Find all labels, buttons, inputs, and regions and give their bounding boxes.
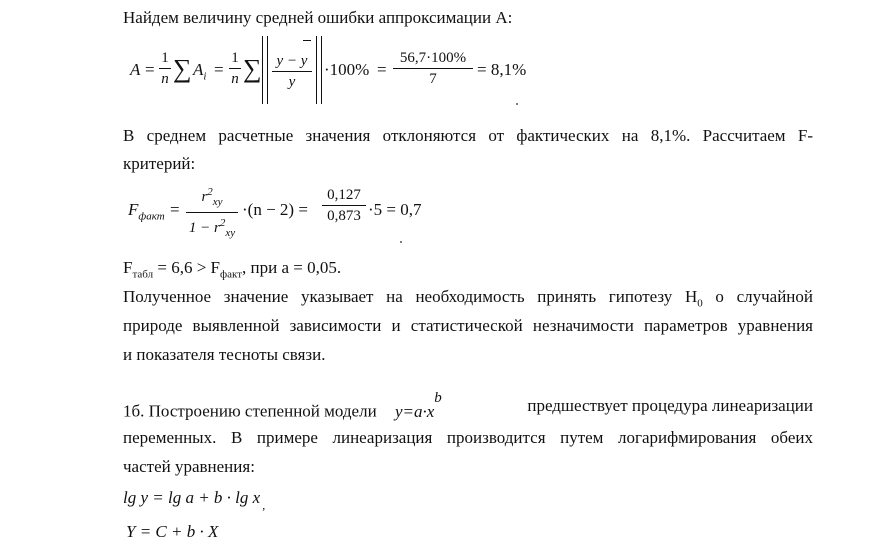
abs-bar-right-2 bbox=[321, 36, 322, 104]
intro-text: Найдем величину средней ошибки аппроксимации A: bbox=[123, 8, 513, 27]
para3-line1: 1б. Построению степенной модели $y=a\cdot x^b$ предшествует процедура линеаризации bbox=[123, 390, 813, 421]
formula-a-frac1: 1 n bbox=[159, 49, 171, 88]
para1-line1: В среднем расчетные значения отклоняются от фактических на 8,1%. Рассчитаем F- bbox=[123, 126, 813, 145]
sum-symbol-2: ∑ bbox=[243, 54, 262, 83]
formula-a-eq3: = bbox=[377, 60, 387, 79]
eq-log: lg y = lg a + b · lg x $_,$ bbox=[123, 488, 266, 512]
f-middle: ·(n − 2) = bbox=[242, 200, 308, 219]
artifact-dot-2 bbox=[400, 241, 402, 243]
formula-a-eq2: = bbox=[214, 60, 224, 79]
formula-a-frac2: 1 n bbox=[229, 49, 241, 88]
f-result: ·5 = 0,7 bbox=[368, 200, 422, 219]
formula-a-big-frac: 56,7·100% 7 bbox=[393, 49, 473, 88]
f-eq: = bbox=[170, 200, 180, 219]
para2-line2: природе выявленной зависимости и статистической незначимости параметров уравнения bbox=[123, 316, 813, 335]
abs-bar-right bbox=[316, 36, 317, 104]
para3-line2: переменных. В примере линеаризация производится путем логарифмирования обеих bbox=[123, 428, 813, 447]
para3-line3: частей уравнения: bbox=[123, 457, 255, 476]
f-frac-r: $r^2_{xy}$ $1 - r^2_{xy}$ bbox=[186, 183, 238, 242]
sum-symbol: ∑ bbox=[173, 54, 192, 83]
para2-line3: и показателя тесноты связи. bbox=[123, 345, 326, 364]
power-model: $y=a\cdot x^b$ bbox=[394, 390, 442, 421]
eq-linear: Y = C + b · X bbox=[126, 522, 219, 541]
formula-a-eq1: = bbox=[145, 60, 155, 79]
para1-line2: критерий: bbox=[123, 154, 196, 173]
formula-a-abs-frac: y − y y bbox=[272, 52, 312, 91]
hat-bar bbox=[303, 40, 311, 41]
f-lhs: $F_{факт}$ bbox=[128, 200, 165, 223]
formula-a-ai: $A_i$ bbox=[193, 60, 207, 83]
f-frac-values: 0,127 0,873 bbox=[322, 186, 366, 225]
abs-bar-left-2 bbox=[267, 36, 268, 104]
artifact-dot bbox=[516, 103, 518, 105]
formula-a-result: = 8,1% bbox=[477, 60, 527, 79]
formula-a-times100: ·100% bbox=[324, 60, 370, 79]
abs-bar-left bbox=[262, 36, 263, 104]
para2-line1: Полученное значение указывает на необходимость принять гипотезу $H_0$ о случайной bbox=[123, 287, 813, 310]
ftable-line: $F_{табл} = 6,6 > F_{факт}$, при а = 0,05. bbox=[123, 258, 342, 281]
formula-a-lhs: A bbox=[130, 60, 141, 79]
